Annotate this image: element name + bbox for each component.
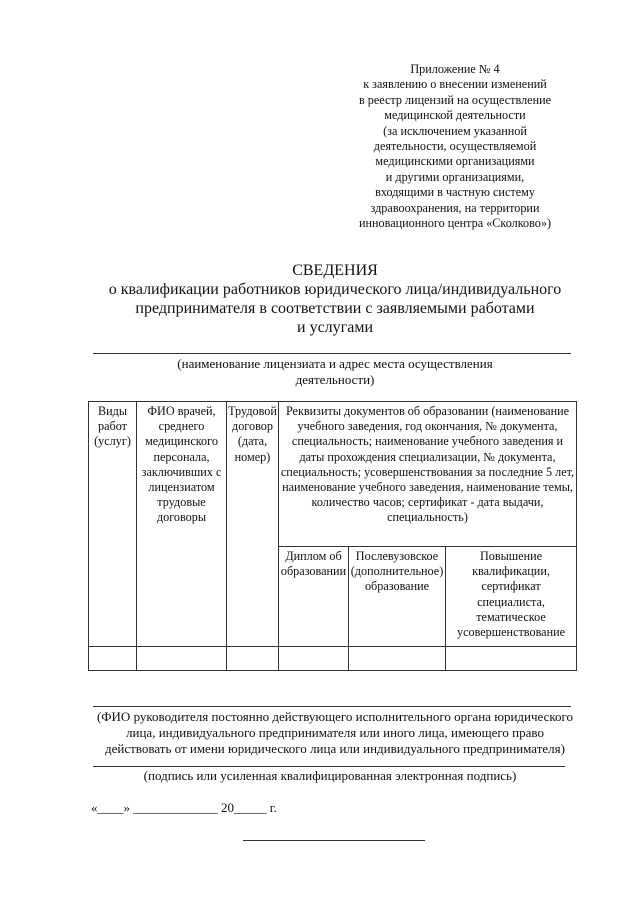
appendix-line: (за исключением указанной — [383, 123, 527, 138]
caption-line: действовать от имени юридического лица или индивидуального предпринимателя) — [105, 741, 565, 756]
appendix-line: инновационного центра «Сколково») — [358, 216, 552, 231]
signature-field-line[interactable] — [93, 766, 565, 767]
licensee-caption — [95, 356, 575, 388]
title-line: предпринимателя в соответствии с заявляемыми работами — [135, 300, 535, 317]
table-cell[interactable] — [227, 647, 279, 671]
appendix-line: к заявлению о внесении изменений — [363, 77, 547, 92]
table-cell[interactable] — [279, 647, 349, 671]
qualification-table — [88, 401, 577, 671]
appendix-line: медицинской деятельности — [384, 108, 526, 123]
licensee-field-line[interactable] — [93, 353, 571, 354]
caption-line: (ФИО руководителя постоянно действующего исполнительного органа юридического — [96, 709, 574, 724]
subheader-diploma: Диплом об образовании — [279, 547, 349, 647]
appendix-line: входящими в частную систему — [375, 185, 535, 200]
table-header-row — [89, 402, 577, 547]
appendix-line: здравоохранения, на территории — [370, 200, 540, 215]
caption-line: (подпись или усиленная квалифицированная электронная подпись) — [143, 768, 517, 783]
table-cell[interactable] — [89, 647, 137, 671]
header-work-types: Виды работ (услуг) — [89, 402, 137, 647]
header-education-requisites: Реквизиты документов об образовании (наименование учебного заведения, год окончания, № документа, специальность; наименование учебного заведения и даты прохождения специализации, № документа, специальность; усовершенствования за последние 5 лет, наименование учебного заведения, наименование темы, количество часов; сертификат - дата выдачи, специальность) — [279, 402, 577, 547]
date-field[interactable]: «____» _____________ 20_____ г. — [91, 800, 277, 815]
title-line: о квалификации работников юридического лица/индивидуального — [108, 281, 562, 298]
header-staff: ФИО врачей, среднего медицинского персонала, заключивших с лицензиатом трудовые договоры — [137, 402, 227, 647]
subheader-postgraduate: Послевузовское (дополнительное) образование — [349, 547, 446, 647]
bottom-signature-line[interactable] — [243, 840, 425, 841]
subheader-qualification: Повышение квалификации, сертификат специалиста, тематическое усовершенствование — [446, 547, 577, 647]
table-cell[interactable] — [349, 647, 446, 671]
table-cell[interactable] — [446, 647, 577, 671]
appendix-note — [330, 62, 580, 231]
appendix-line: Приложение № 4 — [410, 62, 500, 76]
appendix-line: и другими организациями, — [385, 169, 525, 184]
table-cell[interactable] — [137, 647, 227, 671]
appendix-line: деятельности, осуществляемой — [373, 139, 537, 154]
head-name-field-line[interactable] — [93, 706, 571, 707]
appendix-line: медицинскими организациями — [375, 154, 535, 169]
header-contract: Трудовой договор (дата, номер) — [227, 402, 279, 647]
appendix-line: в реестр лицензий на осуществление — [358, 92, 552, 107]
caption-line: лица, индивидуального предпринимателя или иного лица, имеющего право — [126, 725, 544, 740]
title-line: и услугами — [297, 319, 373, 336]
caption-line: деятельности) — [295, 372, 375, 387]
caption-line: (наименование лицензиата и адрес места осуществления — [177, 356, 493, 371]
head-caption — [85, 709, 585, 757]
title-heading: СВЕДЕНИЯ — [292, 262, 378, 279]
signature-caption — [95, 768, 565, 784]
document-title — [95, 261, 575, 337]
table-row — [89, 647, 577, 671]
